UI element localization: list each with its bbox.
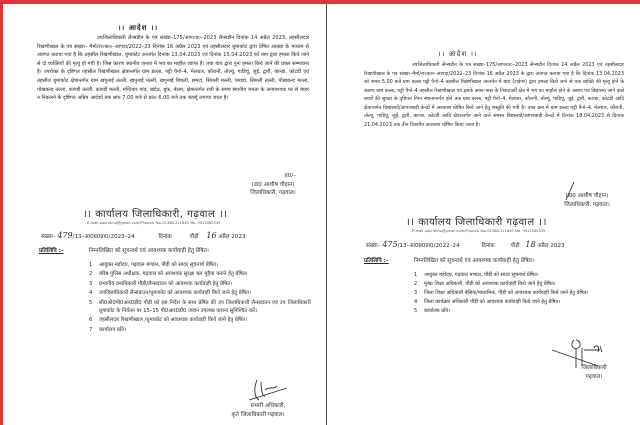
reference-number: 479 — [57, 231, 73, 240]
copy-list — [89, 261, 311, 335]
office-header: ।। कार्यालय जिलाधिकारी, गढ़वाल ।। — [83, 209, 228, 220]
list-item: 4 जिला कार्यक्रम अधिकारी पौड़ी को आवश्यक कार्यवाही किये जाने हेतु प्रेषित। — [414, 299, 561, 305]
footer-office: कृते जिलाधिकारी गढ़वाल। — [231, 411, 285, 418]
list-item: 6 तहसीलदार रिखणीखाल /धुमाकोट को आवश्यक कार्यवाही किये जाने हेतु प्रेषित। — [89, 317, 248, 324]
reference-line — [366, 240, 626, 249]
copy-label: प्रतिलिपि :– — [364, 258, 389, 264]
reference-code: /13–आ0प्र0प्रा0/2023–24 — [72, 234, 135, 240]
order-title: ।। आदेश ।। — [438, 50, 478, 58]
reference-code: /13–आ0प्र0प्रा0/2022–24 — [397, 243, 460, 249]
footer-designation: जिलाधिकारी — [581, 365, 607, 371]
list-item: 3 जिला शिक्षा अधिकारी बेसिक/माध्यमिक, पौड़ी को आवश्यक कार्यवाही किये जाने हेतु प्रेषित। — [414, 290, 589, 296]
list-item: 5 सी0ओ0पी0आर0डी0 पौड़ी को इस निर्देश के साथ प्रेषित की उप जिलाधिकारी लैन्सडाउन एवं उप जिलाधिकारी धुमाकोट के निर्वतन पर 15–15 पी0आर0डी0 जवान उपलब्ध कराना सुनिश्चित करें। — [89, 299, 311, 315]
list-item: 2 मुख्य शिक्षा अधिकारी, पौड़ी को आवश्यक कार्यवाही किये जाने हेतु प्रेषित। — [414, 281, 556, 287]
contact-line: E-mail-pauridmo@gmail.com/Phone& fax-01368-221840 Mo. 9412082535 — [412, 229, 546, 233]
signatory-name: (डा0 आशीष चौहान) — [251, 181, 295, 188]
signatory-designation: जिलाधिकारी, गढ़वाल। — [564, 201, 610, 208]
footer-office: गढ़वाल। — [585, 373, 603, 380]
date-month-year: अप्रैल 2023 — [218, 234, 246, 240]
signature-initial: ह0/– — [284, 173, 296, 179]
order-title: ।। आदेश ।। — [118, 24, 159, 32]
list-item: 3 प्रभागीय वनाधिकारी पौड़ी/लैन्सडाउन को आवश्यक कार्यवाही हेतु प्रेषित। — [89, 280, 233, 287]
list-item: 1 आयुक्त महोदय, गढ़वाल मण्डल, पौड़ी को सादर सूचनार्थ प्रेषित। — [414, 272, 539, 278]
order-body: उपजिलाधिकारी लैन्सडौन के पत्र संख्या–175/आप०प्र०–2023 लैन्सडौन दिनांक 14 अप्रैल 2023, तहसीलदार रिखणीखाल के पत्र संख्या– मैमो/रा०का०–आपदा/2022–23 दिनांक 16 अप्रैल 2023 एवं तहसीलदार धुमाकोट द्वारा प्रेषित आख्या के माध्यम से अवगत कराया गया है कि तहसील रिखणीखाल, धुमाकोट अन्तर्गत दिनांक 13.04.2023 एवं दिनांक 15.04.2023 को बाघ द्वारा हमला किये जाने से दो व्यक्तियों की मृत्यु हो गयी है। जिस कारण स्थानीय जनता में भय का माहौल व्याप्त है। तथा बाघ द्वारा पुनः हमला किये जाने की प्रबल सम्भावना है। उपरोक्त के दृष्टिगत तहसील रिखणीखाल क्षेत्रान्तर्गत ग्राम डल्ला, पट्टी पैनो–4, मेलधार, कौरानी, तोल्यूं, गाडियूं, जुई, द्वारी, कान्डा, कोटडी एवं तहसील धुमाकोट क्षेत्रान्तर्गत ग्राम खपुनाई तल्ली, खपुनाई मल्ली, खपुनाई बिचली, छमटा, सिमली मल्ली, पमाडा, सिमली तल्ली, पोखकन्द मल्ला, पोखकन्द तल्ला, काण्डी तल्ली, काण्डी मल्ली, मन्दियार गांव, खदेठ, चुफ, बेलम, क्षेत्रान्तर्गत रात्री के समय स्थानीय जनता के अनावश्यक घर से बाहर न निकलने के दृष्टिगत अग्रिम आदेशों तक सांय 7.00 बजे से प्रातः 6.00 बजे तक कर्फ्यू लगाया जाता है। — [37, 35, 309, 102]
signatory-designation: जिलाधिकारी, गढ़वाल। — [250, 190, 296, 197]
reference-line — [41, 231, 311, 240]
list-item: 5 कार्यालय प्रति। — [414, 308, 451, 314]
list-item: 4 उपजिलाधिकारी लैन्सडाउन/धुमाकोट को आवश्यक कार्यवाही किये जाने हेतु प्रेषित। — [89, 290, 251, 297]
footer-designation: प्रभारी अधिकारी, — [250, 403, 286, 409]
footer-signature-block — [564, 364, 624, 381]
list-item: 1 आयुक्त महोदय, गढ़वाल मण्डल, पौड़ी को सादर सूचनार्थ प्रेषित। — [89, 262, 218, 268]
left-order-document — [3, 4, 326, 425]
right-order-document — [328, 4, 640, 425]
date-place: पौड़ी — [189, 234, 199, 240]
copy-intro: निम्नलिखित को सूचनार्थ एवं आवश्यक कार्यवाही हेतु प्रेषित। — [89, 248, 209, 254]
signatory-name: (डा0 आशीष चौहान) — [565, 193, 609, 199]
contact-line: E-mail-pauridmo@gmail.com/Phone& fax-01368-221840 Mo. 9412082535 — [87, 221, 221, 225]
footer-signature-block — [203, 402, 313, 419]
date-day: 16 — [206, 231, 217, 240]
reference-label: संख्या– — [366, 243, 381, 249]
office-header: ।। कार्यालय जिलाधिकारी गढ़वाल ।। — [406, 217, 547, 228]
date-label: दिनांक — [481, 243, 495, 249]
copy-label: प्रतिलिपि :– — [39, 248, 64, 254]
order-body: उपजिलाधिकारी लैन्सडौन के पत्र संख्या–175/आप०प्र०–2023 लैन्सडौन दिनांक 14 अप्रैल 2023 एवं तहसीलदार रिखणीखाल के पत्र संख्या–मैमो/रा०का०–आपदा/2022–23 दिनांक 16 अप्रैल 2023 के द्वारा अवगत कराया गया है कि दिनांक 13.04.2023 को समय 5.00 बजे ग्राम डल्ला पट्टी पैनो–4 तहसील रिखणीखाल अन्तर्गत में बाघ (टाईगर) द्वारा हमला किये जाने से एक व्यक्ति की मृत्यु होने के कारण ग्राम डल्ला, पट्टी पैनो–4 तहसील रिखणीखाल एवं इसके आस–पास के निकटवर्ती क्षेत्र में भय का माहौल होने के कारण एवं विद्यालय जाने वाले बच्चों की सुरक्षा के दृष्टिगत निम्न स्थानान्तर्गत होने तक ग्राम डल्ला, पट्टी पैनो–4, मेलधार, कौरानी, तोल्यूं, गाडियूं, जुई, द्वारी, कान्डा, कोटडी आदि क्षेत्रान्तर्गत विद्यालयों/आंगनबाड़ी केन्द्रों में अवकाश घोषित किये जाने हेतु संस्तुति की गयी है। उक्त क्रम में ग्राम डल्ला पट्टी पैनो–4, मेलधार, कौरानी, तोल्यूं, गाडियूं, जुई, द्वारी, कान्डा, कोटडी आदि क्षेत्रान्तर्गत आने वाले समस्त विद्यालयों/आंगनबाड़ी केन्द्रों में दिनांक 18.04.2023 से दिनांक 21.04.2023 तक तीन दिवसीय अवकाश घोषित किया जाता है। — [364, 62, 624, 128]
dm-signature-block — [228, 172, 318, 198]
reference-label: संख्या– — [41, 234, 56, 240]
date-month-year: अप्रैल 2023 — [537, 243, 565, 249]
copy-intro: निम्नलिखित को सूचनार्थ एवं आवश्यक कार्यवाही हेतु प्रेषित। — [414, 258, 534, 264]
date-day: 18 — [525, 240, 536, 249]
copy-list — [414, 271, 628, 316]
list-item: 2 वरिष्ठ पुलिस अधीक्षक, गढ़वाल को आवश्यक सुरक्षा बल मुहैया कराने हेतु प्रेषित। — [89, 271, 248, 278]
dm-signature-block — [542, 192, 632, 209]
reference-number: 475 — [382, 240, 398, 249]
date-place: पौड़ी — [510, 243, 520, 249]
page-divider — [326, 4, 327, 425]
handwritten-signature-icon — [243, 376, 293, 404]
date-label: दिनांक — [158, 234, 172, 240]
list-item: 7 कार्यालय प्रति। — [89, 326, 127, 333]
